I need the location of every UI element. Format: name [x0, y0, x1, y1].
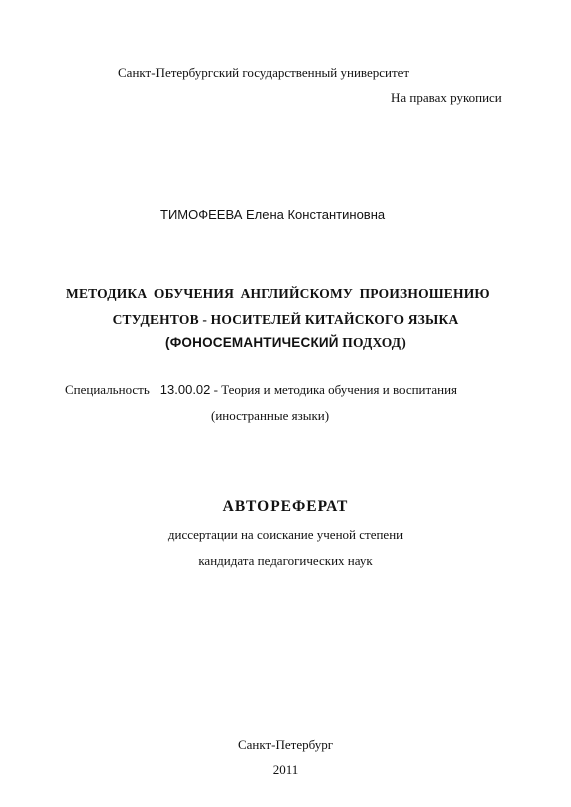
specialty-name: - Теория и методика обучения и воспитания	[210, 382, 458, 397]
year: 2011	[272, 762, 299, 777]
university-name: Санкт-Петербургский государственный университет	[118, 65, 410, 80]
abstract-heading: АВТОРЕФЕРАТ	[222, 498, 349, 515]
city: Санкт-Петербург	[237, 737, 334, 752]
specialty-sub: (иностранные языки)	[211, 408, 330, 423]
manuscript-rights: На правах рукописи	[391, 90, 502, 105]
title-line-1: МЕТОДИКА ОБУЧЕНИЯ АНГЛИЙСКОМУ ПРОИЗНОШЕНИЮ	[66, 286, 490, 301]
specialty-line	[65, 382, 457, 398]
abstract-line-1: диссертации на соискание ученой степени	[167, 527, 404, 542]
title-approach-word: ПОДХОД)	[338, 335, 406, 350]
title-line-3	[0, 335, 571, 351]
specialty-code: 13.00.02	[159, 382, 211, 397]
author-name: ТИМОФЕЕВА Елена Константиновна	[160, 207, 386, 222]
title-line-2: СТУДЕНТОВ - НОСИТЕЛЕЙ КИТАЙСКОГО ЯЗЫКА	[112, 312, 459, 327]
abstract-line-2: кандидата педагогических наук	[198, 553, 373, 568]
title-approach-term: (ФОНОСЕМАНТИЧЕСКИЙ	[165, 335, 339, 350]
specialty-label: Специальность	[65, 382, 150, 397]
